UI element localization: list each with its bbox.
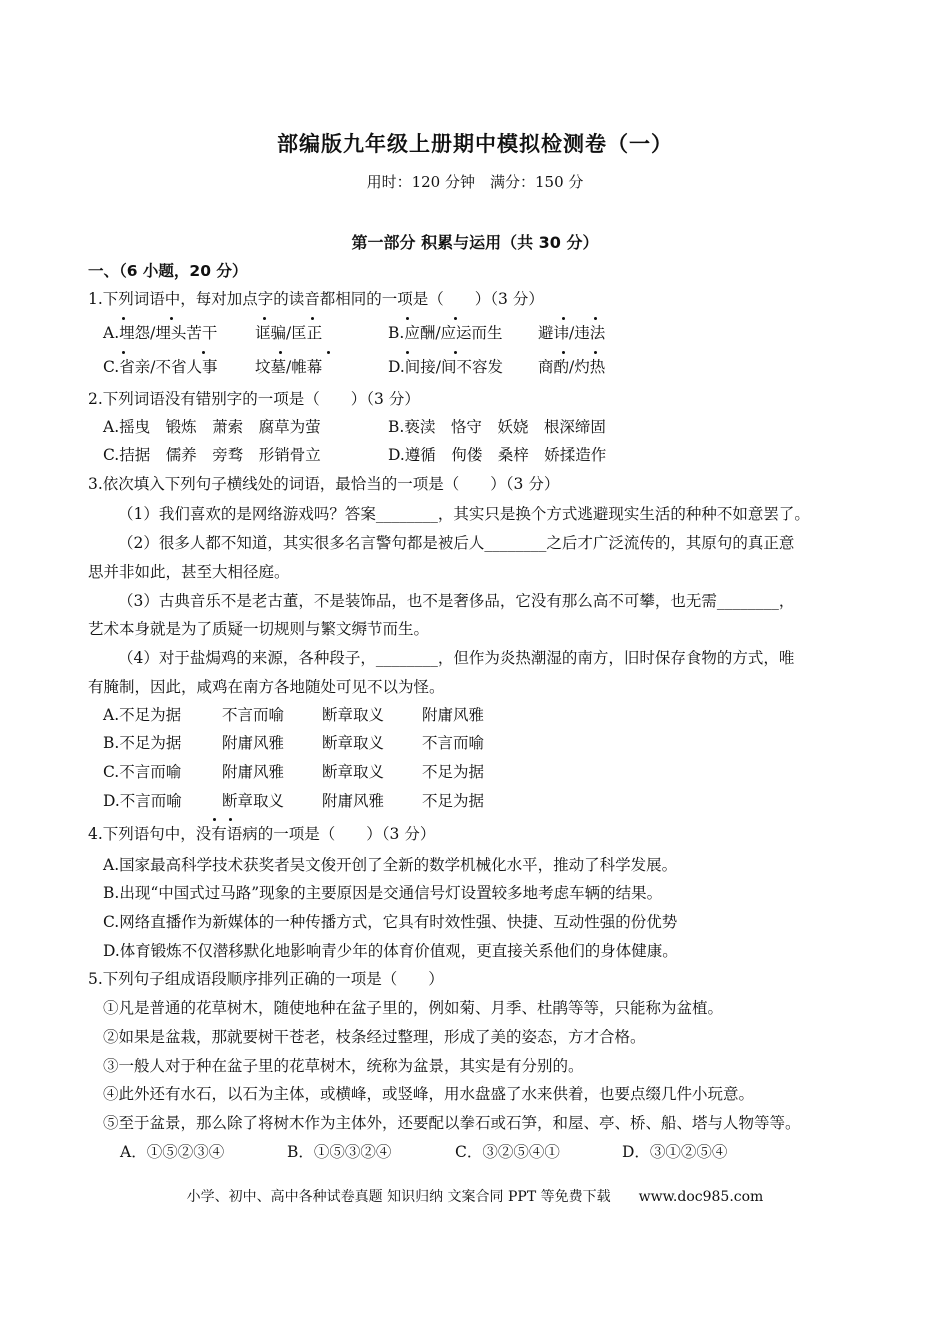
q5-option-c: C．③②⑤④① (455, 1143, 560, 1161)
q2-stem: 2.下列词语没有错别字的一项是（ ）（3 分） (88, 390, 420, 408)
q2-option-a: A.摇曳 锻炼 萧索 腐草为萤 (103, 418, 321, 436)
q5-stem: 5.下列句子组成语段顺序排列正确的一项是（ ） (88, 970, 444, 988)
q4-option-a: A.国家最高科学技术获奖者吴文俊开创了全新的数学机械化水平，推动了科学发展。 (103, 856, 678, 874)
q3-sentence-3-cont: 艺术本身就是为了质疑一切规则与繁文缛节而生。 (88, 620, 430, 638)
q3-sentence-3: （3）古典音乐不是老古董，不是装饰品，也不是奢侈品，它没有那么高不可攀，也无需________， (118, 592, 795, 610)
q3-option-a-2: 不言而喻 (222, 706, 285, 724)
q5-option-d: D．③①②⑤④ (622, 1143, 728, 1161)
q1-option-d: D.间接/间不容发 (388, 358, 504, 376)
q1-option-d-pair: 商酌/灼热 (538, 358, 606, 376)
q1-option-c-pair: 坟墓/帷幕 (255, 358, 323, 376)
emphasis-dot (406, 351, 409, 354)
footer-download-note: 小学、初中、高中各种试卷真题 知识归纳 文案合同 PPT 等免费下载 www.doc985.com (186, 1189, 764, 1205)
q1-option-b: B.应酬/应运而生 (388, 324, 503, 342)
q4-option-b: B.出现“中国式过马路”现象的主要原因是交通信号灯设置较多地考虑车辆的结果。 (103, 884, 663, 902)
q1-option-a: A.埋怨/埋头苦干 (103, 324, 218, 342)
emphasis-dot (263, 317, 266, 320)
section-label: 一、（6 小题，20 分） (88, 262, 248, 280)
q3-option-c-3: 断章取义 (322, 763, 385, 781)
q4-stem: 4.下列语句中，没有语病的一项是（ ）（3 分） (88, 825, 436, 843)
q3-option-d-3: 附庸风雅 (322, 792, 385, 810)
emphasis-dot (454, 317, 457, 320)
q2-option-d: D.遵循 佝偻 桑梓 娇揉造作 (388, 446, 607, 464)
emphasis-dot (229, 818, 232, 821)
exam-time-info: 用时：120 分钟 满分：150 分 (366, 173, 584, 191)
q5-sentence-1: ①凡是普通的花草树木，随使地种在盆子里的，例如菊、月季、杜鹃等等，只能称为盆植。 (103, 999, 724, 1017)
q3-stem: 3.依次填入下列句子横线处的词语，最恰当的一项是（ ）（3 分） (88, 475, 560, 493)
q1-option-a-pair: 诓骗/匡正 (255, 324, 323, 342)
q5-option-b: B．①⑤③②④ (287, 1143, 392, 1161)
emphasis-dot (406, 317, 409, 320)
q4-option-d: D.体育锻炼不仅潜移默化地影响青少年的体育价值观，更直接关系他们的身体健康。 (103, 942, 678, 960)
page-title: 部编版九年级上册期中模拟检测卷（一） (277, 132, 673, 156)
q3-option-d-1: D.不言而喻 (103, 792, 182, 810)
q1-option-c: C.省亲/不省人事 (103, 358, 218, 376)
part-heading: 第一部分 积累与运用（共 30 分） (351, 233, 599, 252)
q5-sentence-2: ②如果是盆栽，那就要树干苍老，枝条经过整理，形成了美的姿态，方才合格。 (103, 1028, 646, 1046)
q3-option-b-4: 不言而喻 (422, 734, 485, 752)
emphasis-dot (122, 351, 125, 354)
q3-option-d-2: 断章取义 (222, 792, 285, 810)
emphasis-dot (279, 351, 282, 354)
q3-option-a-1: A.不足为据 (103, 706, 182, 724)
q3-sentence-4: （4）对于盐焗鸡的来源，各种段子，________，但作为炎热潮湿的南方，旧时保存食物的方式，唯 (118, 649, 795, 667)
q3-option-b-3: 断章取义 (322, 734, 385, 752)
q3-option-d-4: 不足为据 (422, 792, 485, 810)
emphasis-dot (213, 818, 216, 821)
q1-option-b-pair: 避讳/违法 (538, 324, 606, 342)
emphasis-dot (311, 317, 314, 320)
q3-option-c-1: C.不言而喻 (103, 763, 182, 781)
emphasis-dot (562, 317, 565, 320)
emphasis-dot (454, 351, 457, 354)
emphasis-dot (594, 351, 597, 354)
q3-option-a-4: 附庸风雅 (422, 706, 485, 724)
q2-option-b: B.亵渎 恪守 妖娆 根深缔固 (388, 418, 606, 436)
q2-option-c: C.拮据 儒养 旁骛 形销骨立 (103, 446, 321, 464)
q3-sentence-2-cont: 思并非如此，甚至大相径庭。 (88, 563, 290, 581)
q5-sentence-4: ④此外还有水石，以石为主体，或横峰，或竖峰，用水盘盛了水来供着，也要点缀几件小玩意。 (103, 1085, 755, 1103)
emphasis-dot (122, 317, 125, 320)
q3-sentence-2: （2）很多人都不知道，其实很多名言警句都是被后人________之后才广泛流传的，其原句的真正意 (118, 534, 795, 552)
q3-option-a-3: 断章取义 (322, 706, 385, 724)
q3-sentence-1: （1）我们喜欢的是网络游戏吗？答案________，其实只是换个方式逃避现实生活的种种不如意罢了。 (118, 505, 810, 523)
emphasis-dot (327, 351, 330, 354)
q5-sentence-3: ③一般人对于种在盆子里的花草树木，统称为盆景，其实是有分别的。 (103, 1057, 584, 1075)
q1-stem: 1.下列词语中，每对加点字的读音都相同的一项是（ ）（3 分） (88, 290, 544, 308)
emphasis-dot (170, 317, 173, 320)
emphasis-dot (594, 317, 597, 320)
emphasis-dot (562, 351, 565, 354)
q3-sentence-4-cont: 有腌制，因此，咸鸡在南方各地随处可见不以为怪。 (88, 678, 445, 696)
q3-option-c-4: 不足为据 (422, 763, 485, 781)
q3-option-b-1: B.不足为据 (103, 734, 182, 752)
q4-option-c: C.网络直播作为新媒体的一种传播方式，它具有时效性强、快捷、互动性强的份优势 (103, 913, 678, 931)
q3-option-b-2: 附庸风雅 (222, 734, 285, 752)
emphasis-dot (202, 351, 205, 354)
q3-option-c-2: 附庸风雅 (222, 763, 285, 781)
q5-option-a: A．①⑤②③④ (120, 1143, 225, 1161)
q5-sentence-5: ⑤至于盆景，那么除了将树木作为主体外，还要配以拳石或石笋，和屋、亭、桥、船、塔与人物等等。 (103, 1114, 801, 1132)
